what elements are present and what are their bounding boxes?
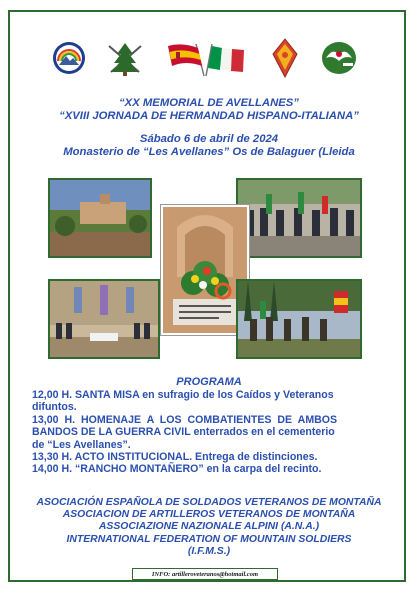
pine-tree-ice-axe-emblem-icon <box>106 40 144 78</box>
soldiers-flags-ceremony-photo <box>236 178 362 258</box>
program-line: 12,00 H. SANTA MISA en sufragio de los Caídos y Veteranos <box>32 389 334 401</box>
diamond-badge-emblem-icon <box>272 38 298 78</box>
program-line: 13,30 H. ACTO INSTITUCIONAL. Entrega de distinciones. <box>32 451 318 464</box>
spain-flag-icon <box>168 44 204 76</box>
event-subtitle: “XVIII JORNADA DE HERMANDAD HISPANO-ITALIANA” <box>59 110 359 122</box>
program-line: 14,00 H. “RANCHO MONTAÑERO” en la carpa del recinto. <box>32 463 322 476</box>
church-interior-mass-photo <box>48 279 160 359</box>
organization-name: ASOCIACION DE ARTILLEROS VETERANOS DE MONTAÑA <box>62 509 356 521</box>
event-date: Sábado 6 de abril de 2024 <box>139 133 279 145</box>
organization-name: INTERNATIONAL FEDERATION OF MOUNTAIN SOLDIERS <box>66 533 352 545</box>
crossed-flags-icon <box>166 40 246 78</box>
italy-flag-icon <box>206 44 244 76</box>
organizations <box>0 497 418 558</box>
program-line: de “Les Avellanes”. <box>32 438 131 451</box>
monastery-landscape-photo <box>48 178 152 258</box>
program-list <box>32 389 392 476</box>
program-line: BANDOS DE LA GUERRA CIVIL enterrados en el cementerio <box>32 426 335 439</box>
contact-info-box: INFO: artilleroveteranos@hotmail.com <box>132 568 278 580</box>
program-heading: PROGRAMA <box>176 376 242 388</box>
mountain-rainbow-emblem-icon <box>52 41 86 75</box>
program-line: 13,00 H. HOMENAJE A LOS COMBATIENTES DE AMBOS <box>32 413 338 426</box>
event-title: “XX MEMORIAL DE AVELLANES” <box>119 97 299 109</box>
organization-name: ASSOCIAZIONE NAZIONALE ALPINI (A.N.A.) <box>98 521 320 533</box>
event-place: Monasterio de “Les Avellanes” Os de Balaguer (Lleida <box>63 146 355 158</box>
program-line: difuntos. <box>32 401 77 414</box>
organization-name: (I.F.M.S.) <box>187 545 231 557</box>
organization-name: ASOCIACIÓN ESPAÑOLA DE SOLDADOS VETERANOS DE MONTAÑA <box>36 497 382 508</box>
flag-bearers-outdoor-photo <box>236 279 362 359</box>
green-eagle-emblem-icon <box>321 41 357 75</box>
